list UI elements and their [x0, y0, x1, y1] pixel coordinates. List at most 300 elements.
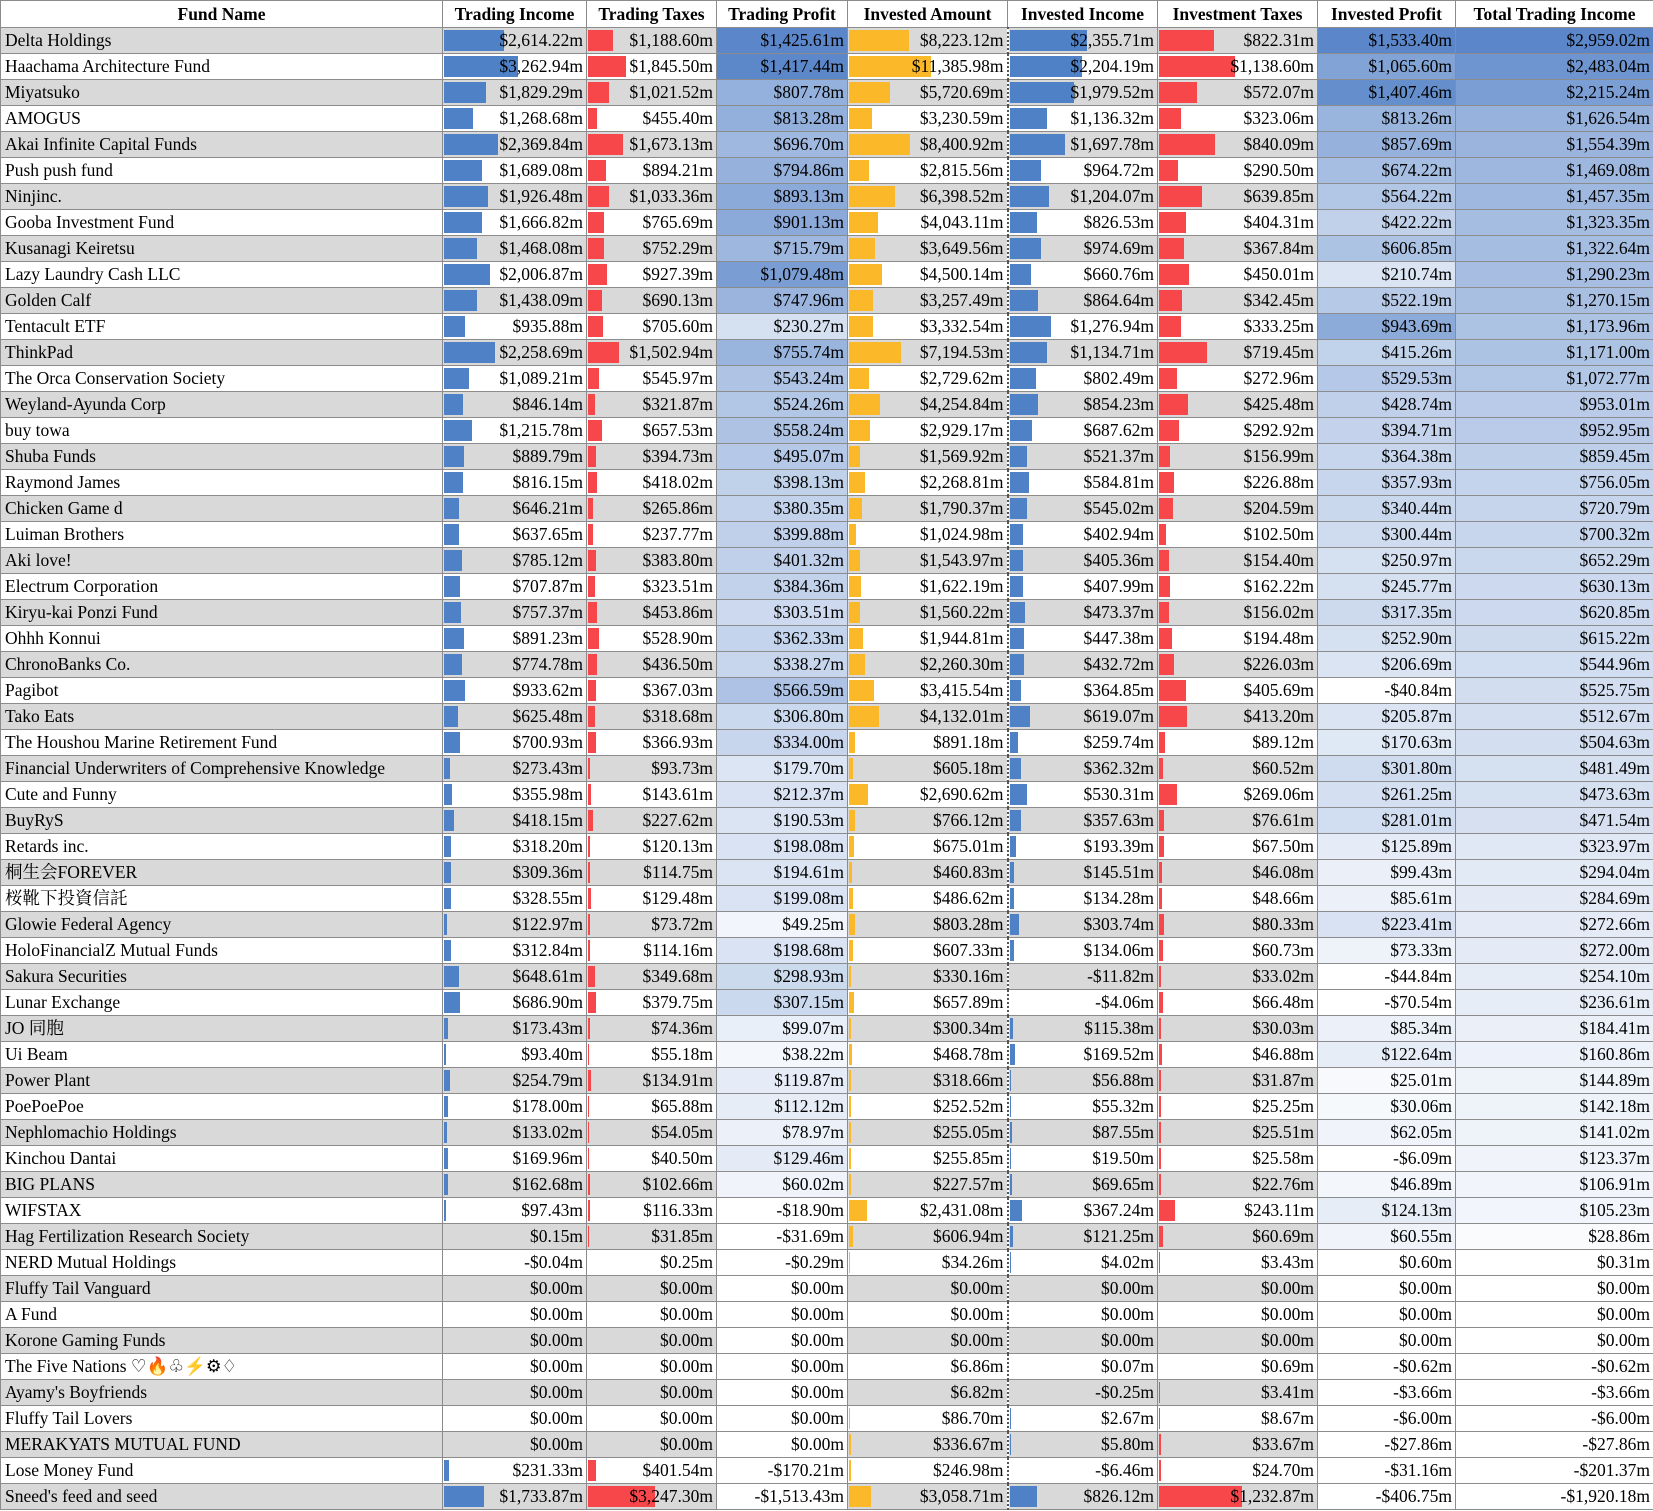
cell-invested-income[interactable] [1008, 1146, 1158, 1172]
cell-total-trading-income[interactable] [1456, 626, 1653, 652]
cell-investment-taxes[interactable] [1158, 262, 1318, 288]
cell-investment-taxes[interactable] [1158, 236, 1318, 262]
cell-invested-amount[interactable] [848, 808, 1008, 834]
cell-invested-profit[interactable] [1318, 1484, 1456, 1510]
cell-fund-name[interactable]: PoePoePoe [1, 1094, 443, 1120]
cell-fund-name[interactable]: MERAKYATS MUTUAL FUND [1, 1432, 443, 1458]
cell-invested-amount[interactable] [848, 1120, 1008, 1146]
cell-fund-name[interactable]: WIFSTAX [1, 1198, 443, 1224]
cell-invested-profit[interactable] [1318, 704, 1456, 730]
cell-invested-amount[interactable] [848, 340, 1008, 366]
cell-invested-profit[interactable] [1318, 158, 1456, 184]
cell-trading-income[interactable] [443, 600, 587, 626]
cell-fund-name[interactable]: Delta Holdings [1, 28, 443, 54]
cell-invested-income[interactable] [1008, 106, 1158, 132]
cell-invested-income[interactable] [1008, 808, 1158, 834]
cell-investment-taxes[interactable] [1158, 106, 1318, 132]
cell-trading-profit[interactable] [717, 548, 848, 574]
cell-total-trading-income[interactable] [1456, 912, 1653, 938]
cell-invested-profit[interactable] [1318, 184, 1456, 210]
col-header-fund-name[interactable]: Fund Name [1, 1, 443, 28]
cell-trading-income[interactable] [443, 210, 587, 236]
cell-trading-taxes[interactable] [587, 444, 717, 470]
cell-fund-name[interactable]: Haachama Architecture Fund [1, 54, 443, 80]
cell-trading-taxes[interactable] [587, 1354, 717, 1380]
cell-invested-amount[interactable] [848, 1250, 1008, 1276]
cell-invested-income[interactable] [1008, 912, 1158, 938]
cell-trading-profit[interactable] [717, 262, 848, 288]
cell-fund-name[interactable]: Fluffy Tail Lovers [1, 1406, 443, 1432]
cell-invested-income[interactable] [1008, 678, 1158, 704]
col-header-trading-profit[interactable]: Trading Profit [717, 1, 848, 28]
cell-trading-taxes[interactable] [587, 262, 717, 288]
cell-investment-taxes[interactable] [1158, 340, 1318, 366]
cell-investment-taxes[interactable] [1158, 1458, 1318, 1484]
cell-invested-profit[interactable] [1318, 1302, 1456, 1328]
cell-trading-profit[interactable] [717, 938, 848, 964]
cell-invested-profit[interactable] [1318, 730, 1456, 756]
cell-trading-income[interactable] [443, 1172, 587, 1198]
cell-trading-profit[interactable] [717, 1146, 848, 1172]
cell-trading-taxes[interactable] [587, 730, 717, 756]
cell-invested-amount[interactable] [848, 600, 1008, 626]
cell-invested-income[interactable] [1008, 756, 1158, 782]
cell-invested-income[interactable] [1008, 1406, 1158, 1432]
cell-investment-taxes[interactable] [1158, 1068, 1318, 1094]
cell-invested-amount[interactable] [848, 522, 1008, 548]
cell-investment-taxes[interactable] [1158, 210, 1318, 236]
cell-fund-name[interactable]: Sakura Securities [1, 964, 443, 990]
cell-investment-taxes[interactable] [1158, 912, 1318, 938]
cell-fund-name[interactable]: A Fund [1, 1302, 443, 1328]
cell-trading-taxes[interactable] [587, 1094, 717, 1120]
cell-trading-profit[interactable] [717, 1432, 848, 1458]
cell-trading-income[interactable] [443, 1354, 587, 1380]
cell-total-trading-income[interactable] [1456, 184, 1653, 210]
cell-trading-taxes[interactable] [587, 1146, 717, 1172]
cell-fund-name[interactable]: Cute and Funny [1, 782, 443, 808]
cell-trading-taxes[interactable] [587, 236, 717, 262]
cell-total-trading-income[interactable] [1456, 1484, 1653, 1510]
cell-trading-profit[interactable] [717, 912, 848, 938]
cell-investment-taxes[interactable] [1158, 1302, 1318, 1328]
cell-invested-amount[interactable] [848, 1172, 1008, 1198]
cell-total-trading-income[interactable] [1456, 1042, 1653, 1068]
cell-trading-taxes[interactable] [587, 470, 717, 496]
cell-total-trading-income[interactable] [1456, 1302, 1653, 1328]
cell-trading-profit[interactable] [717, 1042, 848, 1068]
cell-total-trading-income[interactable] [1456, 366, 1653, 392]
cell-trading-profit[interactable] [717, 184, 848, 210]
cell-invested-profit[interactable] [1318, 106, 1456, 132]
cell-trading-taxes[interactable] [587, 548, 717, 574]
cell-trading-taxes[interactable] [587, 1380, 717, 1406]
cell-invested-amount[interactable] [848, 1068, 1008, 1094]
cell-invested-profit[interactable] [1318, 392, 1456, 418]
cell-fund-name[interactable]: Pagibot [1, 678, 443, 704]
cell-invested-profit[interactable] [1318, 1016, 1456, 1042]
cell-investment-taxes[interactable] [1158, 938, 1318, 964]
cell-investment-taxes[interactable] [1158, 314, 1318, 340]
cell-invested-amount[interactable] [848, 28, 1008, 54]
cell-fund-name[interactable]: Push push fund [1, 158, 443, 184]
col-header-trading-income[interactable]: Trading Income [443, 1, 587, 28]
cell-trading-income[interactable] [443, 1224, 587, 1250]
cell-investment-taxes[interactable] [1158, 808, 1318, 834]
cell-fund-name[interactable]: The Houshou Marine Retirement Fund [1, 730, 443, 756]
cell-trading-profit[interactable] [717, 28, 848, 54]
cell-invested-income[interactable] [1008, 132, 1158, 158]
cell-total-trading-income[interactable] [1456, 236, 1653, 262]
cell-total-trading-income[interactable] [1456, 886, 1653, 912]
cell-trading-profit[interactable] [717, 756, 848, 782]
cell-trading-income[interactable] [443, 912, 587, 938]
cell-trading-income[interactable] [443, 782, 587, 808]
cell-invested-amount[interactable] [848, 704, 1008, 730]
cell-trading-taxes[interactable] [587, 678, 717, 704]
cell-trading-profit[interactable] [717, 886, 848, 912]
cell-trading-taxes[interactable] [587, 782, 717, 808]
cell-trading-income[interactable] [443, 860, 587, 886]
cell-invested-income[interactable] [1008, 340, 1158, 366]
cell-invested-income[interactable] [1008, 288, 1158, 314]
cell-trading-profit[interactable] [717, 444, 848, 470]
cell-fund-name[interactable]: Raymond James [1, 470, 443, 496]
cell-total-trading-income[interactable] [1456, 418, 1653, 444]
cell-invested-profit[interactable] [1318, 1380, 1456, 1406]
col-header-invested-amount[interactable]: Invested Amount [848, 1, 1008, 28]
cell-investment-taxes[interactable] [1158, 1354, 1318, 1380]
cell-invested-income[interactable] [1008, 1172, 1158, 1198]
cell-trading-taxes[interactable] [587, 28, 717, 54]
cell-fund-name[interactable]: Korone Gaming Funds [1, 1328, 443, 1354]
cell-trading-income[interactable] [443, 1198, 587, 1224]
col-header-investment-taxes[interactable]: Investment Taxes [1158, 1, 1318, 28]
cell-trading-income[interactable] [443, 1094, 587, 1120]
cell-total-trading-income[interactable] [1456, 522, 1653, 548]
cell-fund-name[interactable]: BIG PLANS [1, 1172, 443, 1198]
cell-trading-profit[interactable] [717, 1302, 848, 1328]
cell-fund-name[interactable]: 桐生会FOREVER [1, 860, 443, 886]
cell-investment-taxes[interactable] [1158, 1406, 1318, 1432]
cell-trading-income[interactable] [443, 1250, 587, 1276]
cell-investment-taxes[interactable] [1158, 626, 1318, 652]
cell-investment-taxes[interactable] [1158, 1198, 1318, 1224]
cell-trading-income[interactable] [443, 392, 587, 418]
cell-invested-income[interactable] [1008, 1250, 1158, 1276]
cell-trading-taxes[interactable] [587, 106, 717, 132]
cell-invested-profit[interactable] [1318, 262, 1456, 288]
cell-invested-amount[interactable] [848, 574, 1008, 600]
cell-total-trading-income[interactable] [1456, 80, 1653, 106]
cell-fund-name[interactable]: 桜靴下投資信託 [1, 886, 443, 912]
cell-total-trading-income[interactable] [1456, 1198, 1653, 1224]
cell-trading-profit[interactable] [717, 288, 848, 314]
cell-invested-amount[interactable] [848, 782, 1008, 808]
cell-invested-amount[interactable] [848, 626, 1008, 652]
cell-invested-profit[interactable] [1318, 626, 1456, 652]
cell-trading-income[interactable] [443, 184, 587, 210]
cell-invested-amount[interactable] [848, 1276, 1008, 1302]
cell-trading-profit[interactable] [717, 1328, 848, 1354]
cell-invested-income[interactable] [1008, 1354, 1158, 1380]
cell-total-trading-income[interactable] [1456, 990, 1653, 1016]
cell-trading-profit[interactable] [717, 964, 848, 990]
cell-trading-income[interactable] [443, 1328, 587, 1354]
cell-trading-profit[interactable] [717, 574, 848, 600]
cell-trading-profit[interactable] [717, 314, 848, 340]
cell-invested-income[interactable] [1008, 1484, 1158, 1510]
cell-investment-taxes[interactable] [1158, 54, 1318, 80]
cell-trading-income[interactable] [443, 808, 587, 834]
cell-invested-income[interactable] [1008, 1068, 1158, 1094]
cell-invested-amount[interactable] [848, 1042, 1008, 1068]
cell-trading-profit[interactable] [717, 522, 848, 548]
cell-trading-profit[interactable] [717, 106, 848, 132]
cell-trading-income[interactable] [443, 28, 587, 54]
cell-trading-income[interactable] [443, 1458, 587, 1484]
cell-invested-profit[interactable] [1318, 782, 1456, 808]
cell-invested-amount[interactable] [848, 1458, 1008, 1484]
cell-trading-profit[interactable] [717, 990, 848, 1016]
cell-fund-name[interactable]: AMOGUS [1, 106, 443, 132]
cell-trading-taxes[interactable] [587, 860, 717, 886]
cell-trading-profit[interactable] [717, 1120, 848, 1146]
cell-trading-profit[interactable] [717, 418, 848, 444]
cell-invested-amount[interactable] [848, 496, 1008, 522]
cell-investment-taxes[interactable] [1158, 860, 1318, 886]
cell-invested-income[interactable] [1008, 1016, 1158, 1042]
cell-invested-amount[interactable] [848, 418, 1008, 444]
cell-total-trading-income[interactable] [1456, 600, 1653, 626]
cell-trading-profit[interactable] [717, 1094, 848, 1120]
cell-invested-amount[interactable] [848, 1354, 1008, 1380]
cell-invested-profit[interactable] [1318, 1172, 1456, 1198]
cell-invested-amount[interactable] [848, 1224, 1008, 1250]
cell-total-trading-income[interactable] [1456, 314, 1653, 340]
cell-invested-amount[interactable] [848, 210, 1008, 236]
cell-trading-income[interactable] [443, 1068, 587, 1094]
cell-invested-profit[interactable] [1318, 54, 1456, 80]
cell-fund-name[interactable]: Miyatsuko [1, 80, 443, 106]
cell-invested-amount[interactable] [848, 236, 1008, 262]
cell-trading-taxes[interactable] [587, 704, 717, 730]
cell-invested-income[interactable] [1008, 938, 1158, 964]
cell-trading-profit[interactable] [717, 1484, 848, 1510]
cell-fund-name[interactable]: Gooba Investment Fund [1, 210, 443, 236]
cell-invested-amount[interactable] [848, 1484, 1008, 1510]
cell-trading-income[interactable] [443, 990, 587, 1016]
cell-investment-taxes[interactable] [1158, 834, 1318, 860]
cell-fund-name[interactable]: Power Plant [1, 1068, 443, 1094]
cell-trading-income[interactable] [443, 1146, 587, 1172]
cell-trading-profit[interactable] [717, 1068, 848, 1094]
cell-trading-profit[interactable] [717, 340, 848, 366]
cell-invested-profit[interactable] [1318, 80, 1456, 106]
col-header-invested-income[interactable]: Invested Income [1008, 1, 1158, 28]
cell-trading-income[interactable] [443, 626, 587, 652]
cell-invested-amount[interactable] [848, 1146, 1008, 1172]
cell-invested-amount[interactable] [848, 548, 1008, 574]
cell-trading-profit[interactable] [717, 1198, 848, 1224]
cell-investment-taxes[interactable] [1158, 886, 1318, 912]
cell-invested-profit[interactable] [1318, 860, 1456, 886]
cell-trading-profit[interactable] [717, 496, 848, 522]
cell-trading-profit[interactable] [717, 1250, 848, 1276]
cell-trading-profit[interactable] [717, 782, 848, 808]
cell-trading-taxes[interactable] [587, 80, 717, 106]
cell-invested-profit[interactable] [1318, 886, 1456, 912]
cell-fund-name[interactable]: Shuba Funds [1, 444, 443, 470]
cell-invested-profit[interactable] [1318, 678, 1456, 704]
cell-invested-amount[interactable] [848, 912, 1008, 938]
cell-trading-taxes[interactable] [587, 1068, 717, 1094]
cell-invested-profit[interactable] [1318, 132, 1456, 158]
cell-invested-profit[interactable] [1318, 496, 1456, 522]
cell-trading-income[interactable] [443, 262, 587, 288]
cell-invested-income[interactable] [1008, 652, 1158, 678]
cell-fund-name[interactable]: Weyland-Ayunda Corp [1, 392, 443, 418]
cell-trading-taxes[interactable] [587, 392, 717, 418]
cell-investment-taxes[interactable] [1158, 418, 1318, 444]
cell-fund-name[interactable]: Electrum Corporation [1, 574, 443, 600]
cell-investment-taxes[interactable] [1158, 1224, 1318, 1250]
cell-fund-name[interactable]: The Orca Conservation Society [1, 366, 443, 392]
cell-invested-income[interactable] [1008, 730, 1158, 756]
cell-invested-profit[interactable] [1318, 1276, 1456, 1302]
cell-trading-income[interactable] [443, 1406, 587, 1432]
cell-trading-taxes[interactable] [587, 600, 717, 626]
cell-invested-amount[interactable] [848, 288, 1008, 314]
cell-trading-taxes[interactable] [587, 132, 717, 158]
cell-invested-income[interactable] [1008, 1198, 1158, 1224]
cell-fund-name[interactable]: Kinchou Dantai [1, 1146, 443, 1172]
cell-investment-taxes[interactable] [1158, 548, 1318, 574]
cell-investment-taxes[interactable] [1158, 782, 1318, 808]
col-header-invested-profit[interactable]: Invested Profit [1318, 1, 1456, 28]
cell-total-trading-income[interactable] [1456, 132, 1653, 158]
cell-total-trading-income[interactable] [1456, 834, 1653, 860]
cell-total-trading-income[interactable] [1456, 730, 1653, 756]
cell-total-trading-income[interactable] [1456, 574, 1653, 600]
cell-trading-profit[interactable] [717, 236, 848, 262]
cell-total-trading-income[interactable] [1456, 340, 1653, 366]
cell-invested-profit[interactable] [1318, 1094, 1456, 1120]
cell-fund-name[interactable]: Lose Money Fund [1, 1458, 443, 1484]
cell-investment-taxes[interactable] [1158, 1146, 1318, 1172]
cell-trading-income[interactable] [443, 288, 587, 314]
cell-total-trading-income[interactable] [1456, 54, 1653, 80]
cell-invested-profit[interactable] [1318, 938, 1456, 964]
cell-total-trading-income[interactable] [1456, 1146, 1653, 1172]
cell-invested-profit[interactable] [1318, 1250, 1456, 1276]
cell-invested-amount[interactable] [848, 1198, 1008, 1224]
cell-trading-income[interactable] [443, 678, 587, 704]
cell-total-trading-income[interactable] [1456, 262, 1653, 288]
cell-trading-profit[interactable] [717, 1354, 848, 1380]
cell-total-trading-income[interactable] [1456, 1354, 1653, 1380]
cell-trading-income[interactable] [443, 1016, 587, 1042]
cell-fund-name[interactable]: ThinkPad [1, 340, 443, 366]
cell-invested-income[interactable] [1008, 444, 1158, 470]
cell-invested-amount[interactable] [848, 1432, 1008, 1458]
cell-trading-income[interactable] [443, 522, 587, 548]
cell-invested-profit[interactable] [1318, 1406, 1456, 1432]
cell-fund-name[interactable]: Ui Beam [1, 1042, 443, 1068]
cell-invested-profit[interactable] [1318, 834, 1456, 860]
cell-fund-name[interactable]: Retards inc. [1, 834, 443, 860]
cell-trading-profit[interactable] [717, 1380, 848, 1406]
cell-trading-taxes[interactable] [587, 1484, 717, 1510]
cell-trading-income[interactable] [443, 1042, 587, 1068]
cell-trading-profit[interactable] [717, 392, 848, 418]
cell-trading-profit[interactable] [717, 704, 848, 730]
cell-invested-amount[interactable] [848, 1406, 1008, 1432]
cell-invested-profit[interactable] [1318, 288, 1456, 314]
cell-invested-amount[interactable] [848, 1328, 1008, 1354]
cell-total-trading-income[interactable] [1456, 782, 1653, 808]
cell-fund-name[interactable]: Aki love! [1, 548, 443, 574]
cell-trading-profit[interactable] [717, 54, 848, 80]
cell-invested-profit[interactable] [1318, 366, 1456, 392]
cell-investment-taxes[interactable] [1158, 678, 1318, 704]
cell-trading-profit[interactable] [717, 626, 848, 652]
cell-investment-taxes[interactable] [1158, 1380, 1318, 1406]
cell-invested-income[interactable] [1008, 1458, 1158, 1484]
cell-fund-name[interactable]: Glowie Federal Agency [1, 912, 443, 938]
cell-investment-taxes[interactable] [1158, 990, 1318, 1016]
cell-trading-income[interactable] [443, 54, 587, 80]
cell-invested-profit[interactable] [1318, 1068, 1456, 1094]
cell-total-trading-income[interactable] [1456, 470, 1653, 496]
cell-invested-profit[interactable] [1318, 964, 1456, 990]
cell-invested-income[interactable] [1008, 1276, 1158, 1302]
cell-invested-amount[interactable] [848, 1094, 1008, 1120]
cell-trading-income[interactable] [443, 236, 587, 262]
cell-invested-income[interactable] [1008, 1042, 1158, 1068]
cell-invested-income[interactable] [1008, 1380, 1158, 1406]
cell-trading-taxes[interactable] [587, 1432, 717, 1458]
cell-trading-income[interactable] [443, 938, 587, 964]
cell-invested-income[interactable] [1008, 184, 1158, 210]
cell-invested-amount[interactable] [848, 1016, 1008, 1042]
cell-invested-amount[interactable] [848, 834, 1008, 860]
cell-trading-taxes[interactable] [587, 938, 717, 964]
cell-trading-income[interactable] [443, 1432, 587, 1458]
cell-investment-taxes[interactable] [1158, 1042, 1318, 1068]
cell-fund-name[interactable]: HoloFinancialZ Mutual Funds [1, 938, 443, 964]
cell-total-trading-income[interactable] [1456, 496, 1653, 522]
cell-fund-name[interactable]: Lunar Exchange [1, 990, 443, 1016]
cell-investment-taxes[interactable] [1158, 1016, 1318, 1042]
cell-invested-amount[interactable] [848, 1302, 1008, 1328]
cell-invested-income[interactable] [1008, 54, 1158, 80]
cell-fund-name[interactable]: Ninjinc. [1, 184, 443, 210]
cell-trading-profit[interactable] [717, 860, 848, 886]
cell-investment-taxes[interactable] [1158, 184, 1318, 210]
cell-trading-taxes[interactable] [587, 288, 717, 314]
cell-trading-income[interactable] [443, 106, 587, 132]
cell-invested-income[interactable] [1008, 522, 1158, 548]
cell-investment-taxes[interactable] [1158, 1328, 1318, 1354]
cell-investment-taxes[interactable] [1158, 522, 1318, 548]
cell-trading-taxes[interactable] [587, 990, 717, 1016]
cell-fund-name[interactable]: Tako Eats [1, 704, 443, 730]
cell-total-trading-income[interactable] [1456, 964, 1653, 990]
cell-trading-taxes[interactable] [587, 1172, 717, 1198]
cell-investment-taxes[interactable] [1158, 704, 1318, 730]
cell-trading-taxes[interactable] [587, 574, 717, 600]
